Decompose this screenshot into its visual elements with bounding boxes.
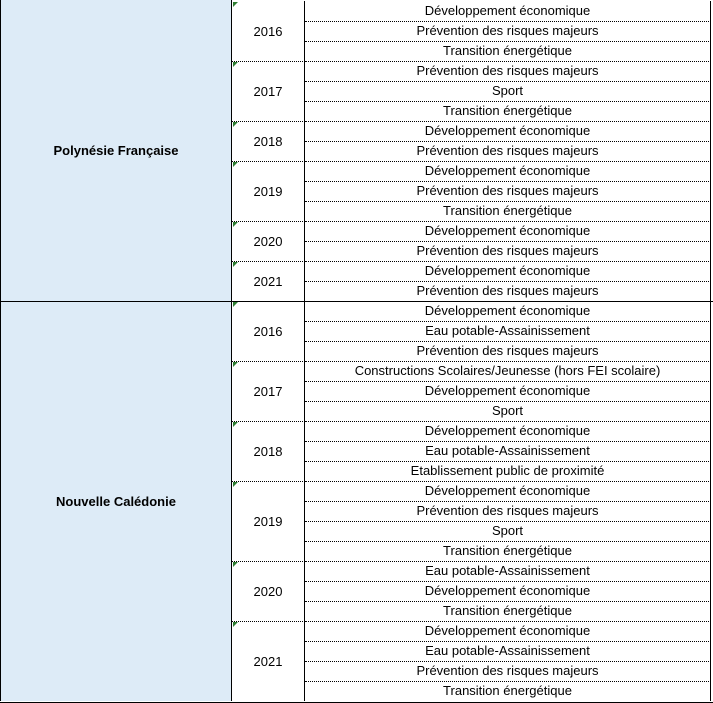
- year-separator: [232, 481, 305, 482]
- cell-comment-marker: [233, 622, 238, 627]
- cell-comment-marker: [233, 162, 238, 167]
- theme-cell[interactable]: Prévention des risques majeurs: [305, 21, 711, 41]
- theme-cell[interactable]: Constructions Scolaires/Jeunesse (hors FEI scolaire): [305, 361, 711, 381]
- year-separator: [232, 561, 305, 562]
- year-cell[interactable]: 2021: [232, 261, 305, 301]
- theme-cell[interactable]: Développement économique: [305, 421, 711, 441]
- territory-cell[interactable]: Polynésie Française: [0, 0, 232, 301]
- cell-comment-marker: [233, 262, 238, 267]
- cell-comment-marker: [233, 222, 238, 227]
- theme-cell[interactable]: Transition énergétique: [305, 681, 711, 701]
- territory-separator: [0, 301, 713, 302]
- theme-cell[interactable]: Développement économique: [305, 121, 711, 141]
- year-cell[interactable]: 2018: [232, 421, 305, 481]
- year-separator: [232, 421, 305, 422]
- theme-cell[interactable]: Transition énergétique: [305, 41, 711, 61]
- cell-comment-marker: [233, 302, 238, 307]
- theme-cell[interactable]: Prévention des risques majeurs: [305, 661, 711, 681]
- year-cell[interactable]: 2020: [232, 221, 305, 261]
- year-cell[interactable]: 2016: [232, 301, 305, 361]
- cell-comment-marker: [233, 122, 238, 127]
- year-cell[interactable]: 2016: [232, 1, 305, 61]
- theme-cell[interactable]: Développement économique: [305, 581, 711, 601]
- year-cell[interactable]: 2017: [232, 61, 305, 121]
- year-separator: [232, 361, 305, 362]
- theme-cell[interactable]: Prévention des risques majeurs: [305, 281, 711, 301]
- year-separator: [232, 61, 305, 62]
- theme-cell[interactable]: Prévention des risques majeurs: [305, 181, 711, 201]
- theme-cell[interactable]: Développement économique: [305, 1, 711, 21]
- cell-comment-marker: [233, 362, 238, 367]
- cell-comment-marker: [233, 482, 238, 487]
- year-cell[interactable]: 2019: [232, 481, 305, 561]
- cell-comment-marker: [233, 562, 238, 567]
- theme-cell[interactable]: Prévention des risques majeurs: [305, 341, 711, 361]
- theme-cell[interactable]: Développement économique: [305, 621, 711, 641]
- year-separator: [232, 261, 305, 262]
- year-separator: [232, 221, 305, 222]
- theme-cell[interactable]: Eau potable-Assainissement: [305, 641, 711, 661]
- theme-cell[interactable]: Prévention des risques majeurs: [305, 241, 711, 261]
- theme-cell[interactable]: Développement économique: [305, 221, 711, 241]
- theme-cell[interactable]: Eau potable-Assainissement: [305, 561, 711, 581]
- theme-cell[interactable]: Transition énergétique: [305, 101, 711, 121]
- theme-cell[interactable]: Prévention des risques majeurs: [305, 141, 711, 161]
- theme-cell[interactable]: Sport: [305, 401, 711, 421]
- theme-cell[interactable]: Transition énergétique: [305, 601, 711, 621]
- theme-cell[interactable]: Développement économique: [305, 301, 711, 321]
- theme-cell[interactable]: Transition énergétique: [305, 541, 711, 561]
- cell-comment-marker: [233, 2, 238, 7]
- year-cell[interactable]: 2018: [232, 121, 305, 161]
- theme-cell[interactable]: Sport: [305, 81, 711, 101]
- theme-cell[interactable]: Sport: [305, 521, 711, 541]
- theme-cell[interactable]: Eau potable-Assainissement: [305, 321, 711, 341]
- year-separator: [232, 121, 305, 122]
- year-separator: [232, 161, 305, 162]
- cell-comment-marker: [233, 62, 238, 67]
- year-cell[interactable]: 2021: [232, 621, 305, 701]
- theme-cell[interactable]: Prévention des risques majeurs: [305, 61, 711, 81]
- year-cell[interactable]: 2019: [232, 161, 305, 221]
- theme-cell[interactable]: Etablissement public de proximité: [305, 461, 711, 481]
- theme-cell[interactable]: Développement économique: [305, 161, 711, 181]
- year-cell[interactable]: 2017: [232, 361, 305, 421]
- theme-cell[interactable]: Prévention des risques majeurs: [305, 501, 711, 521]
- theme-cell[interactable]: Développement économique: [305, 481, 711, 501]
- year-separator: [232, 621, 305, 622]
- year-cell[interactable]: 2020: [232, 561, 305, 621]
- theme-cell[interactable]: Développement économique: [305, 381, 711, 401]
- theme-cell[interactable]: Transition énergétique: [305, 201, 711, 221]
- theme-cell[interactable]: Eau potable-Assainissement: [305, 441, 711, 461]
- theme-cell[interactable]: Développement économique: [305, 261, 711, 281]
- cell-comment-marker: [233, 422, 238, 427]
- territory-cell[interactable]: Nouvelle Calédonie: [0, 301, 232, 701]
